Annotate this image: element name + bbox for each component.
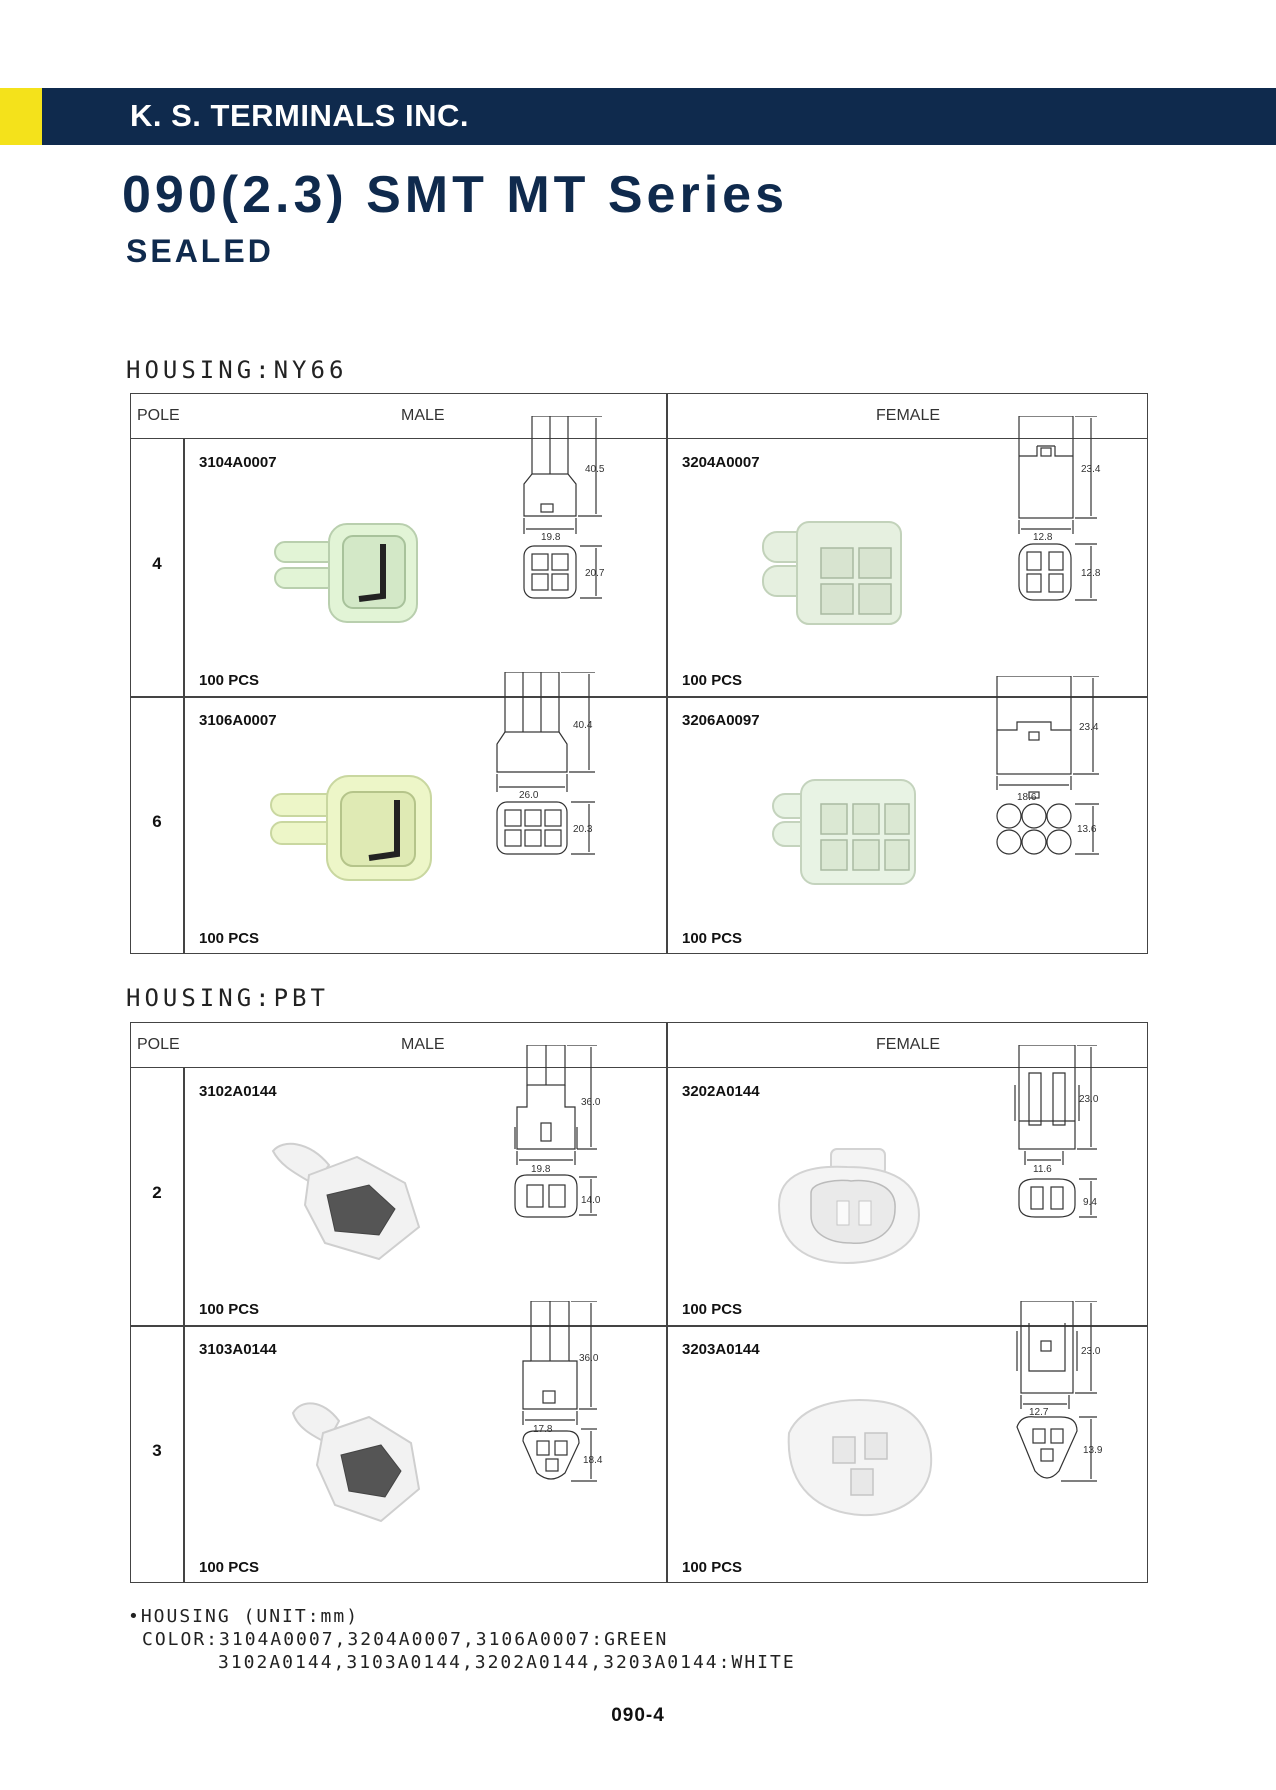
col-female-header: FEMALE (876, 1036, 941, 1053)
company-name: K. S. TERMINALS INC. (130, 98, 469, 133)
housing-unit-note: •HOUSING (UNIT:mm) (128, 1606, 360, 1627)
connector-photo-3106A0007 (269, 764, 439, 894)
package-qty: 100 PCS (682, 1301, 743, 1318)
housing-label-pbt: HOUSING:PBT (126, 984, 329, 1012)
dim-label: 26.0 (519, 790, 539, 801)
banner-accent-bar (0, 88, 42, 145)
dim-label: 19.8 (531, 1164, 551, 1175)
dim-label: 12.8 (1081, 568, 1101, 579)
col-male-header: MALE (401, 407, 445, 424)
dimension-drawing-3206A0097 (991, 676, 1151, 948)
series-title: 090(2.3) SMT MT Series (122, 166, 788, 224)
package-qty: 100 PCS (199, 1559, 260, 1576)
dim-label: 36.0 (579, 1353, 599, 1364)
dim-label: 12.7 (1029, 1407, 1049, 1418)
pole-count: 3 (152, 1441, 162, 1460)
dimension-drawing-3104A0007 (506, 416, 656, 688)
divider (666, 1023, 668, 1582)
dim-label: 17.8 (533, 1424, 553, 1435)
dimension-drawing-3103A0144 (501, 1301, 651, 1573)
col-pole-header: POLE (137, 1036, 180, 1053)
col-female-header: FEMALE (876, 407, 941, 424)
dim-label: 19.8 (541, 532, 561, 543)
dimension-drawing-3203A0144 (1001, 1301, 1151, 1573)
dim-label: 40.4 (573, 720, 593, 731)
pole-count: 6 (152, 812, 162, 831)
connector-photo-3103A0144 (289, 1393, 439, 1533)
dim-label: 36.0 (581, 1097, 601, 1108)
dimension-drawing-3204A0007 (1001, 416, 1151, 688)
connector-photo-3202A0144 (771, 1145, 931, 1275)
connector-photo-3204A0007 (761, 504, 921, 634)
dim-label: 14.0 (581, 1195, 601, 1206)
package-qty: 100 PCS (682, 930, 743, 947)
connector-photo-3102A0144 (269, 1135, 429, 1275)
dimension-drawing-3106A0007 (491, 672, 651, 944)
col-male-header: MALE (401, 1036, 445, 1053)
dim-label: 23.4 (1081, 464, 1101, 475)
package-qty: 100 PCS (682, 1559, 743, 1576)
connector-photo-3104A0007 (271, 504, 431, 634)
part-number: 3202A0144 (682, 1083, 760, 1100)
dim-label: 9.4 (1083, 1197, 1097, 1208)
dim-label: 13.9 (1083, 1445, 1103, 1456)
connector-photo-3206A0097 (771, 764, 931, 894)
series-subtitle: SEALED (126, 233, 274, 269)
part-number: 3204A0007 (682, 454, 760, 471)
color-note-green: COLOR:3104A0007,3204A0007,3106A0007:GREEN (142, 1629, 669, 1650)
divider (666, 394, 668, 953)
part-number: 3103A0144 (199, 1341, 277, 1358)
pole-count: 2 (152, 1183, 162, 1202)
dim-label: 23.0 (1081, 1346, 1101, 1357)
part-number: 3102A0144 (199, 1083, 277, 1100)
dim-label: 40.5 (585, 464, 605, 475)
part-number: 3203A0144 (682, 1341, 760, 1358)
part-number: 3104A0007 (199, 454, 277, 471)
connector-photo-3203A0144 (781, 1393, 941, 1523)
dim-label: 18.4 (583, 1455, 603, 1466)
color-note-white: 3102A0144,3103A0144,3202A0144,3203A0144:WHITE (218, 1652, 796, 1673)
dim-label: 11.6 (1033, 1164, 1052, 1175)
dim-label: 23.4 (1079, 722, 1099, 733)
dim-label: 13.6 (1077, 824, 1097, 835)
pole-count: 4 (152, 554, 162, 573)
dimension-drawing-3202A0144 (1001, 1045, 1151, 1317)
dimension-drawing-3102A0144 (501, 1045, 651, 1317)
dim-label: 12.8 (1033, 532, 1053, 543)
col-pole-header: POLE (137, 407, 180, 424)
part-number: 3206A0097 (682, 712, 760, 729)
package-qty: 100 PCS (682, 672, 743, 689)
dim-label: 23.0 (1079, 1094, 1099, 1105)
package-qty: 100 PCS (199, 930, 260, 947)
product-table-ny66 (130, 393, 1148, 954)
package-qty: 100 PCS (199, 672, 260, 689)
dim-label: 18.6 (1017, 792, 1037, 803)
product-table-pbt (130, 1022, 1148, 1583)
part-number: 3106A0007 (199, 712, 277, 729)
dim-label: 20.3 (573, 824, 593, 835)
housing-label-ny66: HOUSING:NY66 (126, 356, 348, 384)
dim-label: 20.7 (585, 568, 605, 579)
package-qty: 100 PCS (199, 1301, 260, 1318)
page-number: 090-4 (611, 1705, 665, 1726)
